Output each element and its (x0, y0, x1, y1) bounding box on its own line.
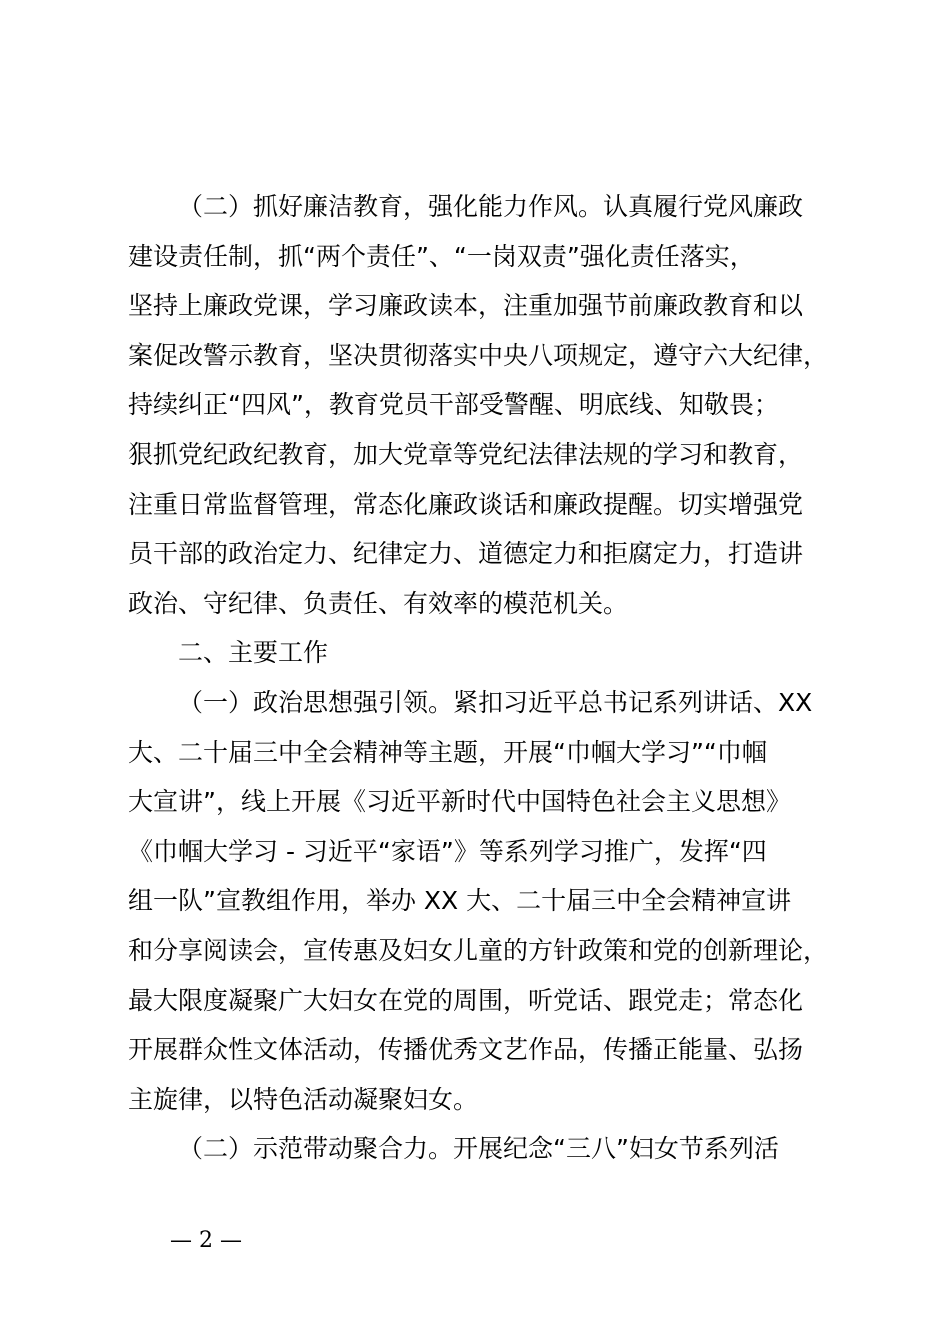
text-line: （二）示范带动聚合力。开展纪念“三八”妇女节系列活 (178, 1134, 779, 1164)
text-line: 开展群众性文体活动，传播优秀文艺作品，传播正能量、弘扬 (128, 1035, 804, 1065)
text-line: 案促改警示教育，坚决贯彻落实中央八项规定，遵守六大纪律， (128, 340, 829, 370)
text-line: 最大限度凝聚广大妇女在党的周围，听党话、跟党走；常态化 (128, 985, 804, 1015)
text-line: （二）抓好廉洁教育，强化能力作风。认真履行党风廉政 (178, 192, 804, 221)
text-line: 组一队”宣教组作用，举办 XX 大、二十届三中全会精神宣讲 (128, 886, 792, 916)
text-line: 狠抓党纪政纪教育，加大党章等党纪法律法规的学习和教育， (128, 439, 804, 469)
text-line: 政治、守纪律、负责任、有效率的模范机关。 (128, 588, 629, 618)
text-line: 建设责任制，抓“两个责任”、“一岗双责”强化责任落实， (128, 241, 755, 271)
text-line: 员干部的政治定力、纪律定力、道德定力和拒腐定力，打造讲 (128, 539, 804, 569)
section-heading: 二、主要工作 (178, 638, 329, 668)
page-number: — 2 — (170, 1228, 242, 1253)
text-line: （一）政治思想强引领。紧扣习近平总书记系列讲话、XX (178, 687, 813, 717)
text-line: 大宣讲”，线上开展《习近平新时代中国特色社会主义思想》 (128, 787, 791, 817)
body-text (128, 182, 840, 1174)
text-line: 主旋律，以特色活动凝聚妇女。 (128, 1084, 479, 1114)
text-line: 《巾帼大学习 - 习近平“家语”》等系列学习推广，发挥“四 (128, 836, 767, 866)
text-line: 注重日常监督管理，常态化廉政谈话和廉政提醒。切实增强党 (128, 489, 804, 519)
text-line: 坚持上廉政党课，学习廉政读本，注重加强节前廉政教育和以 (128, 291, 804, 321)
text-line: 和分享阅读会，宣传惠及妇女儿童的方针政策和党的创新理论， (128, 935, 829, 965)
text-line: 持续纠正“四风”，教育党员干部受警醒、明底线、知敬畏； (128, 390, 779, 420)
text-line: 大、二十届三中全会精神等主题，开展“巾帼大学习”“巾帼 (128, 737, 767, 767)
